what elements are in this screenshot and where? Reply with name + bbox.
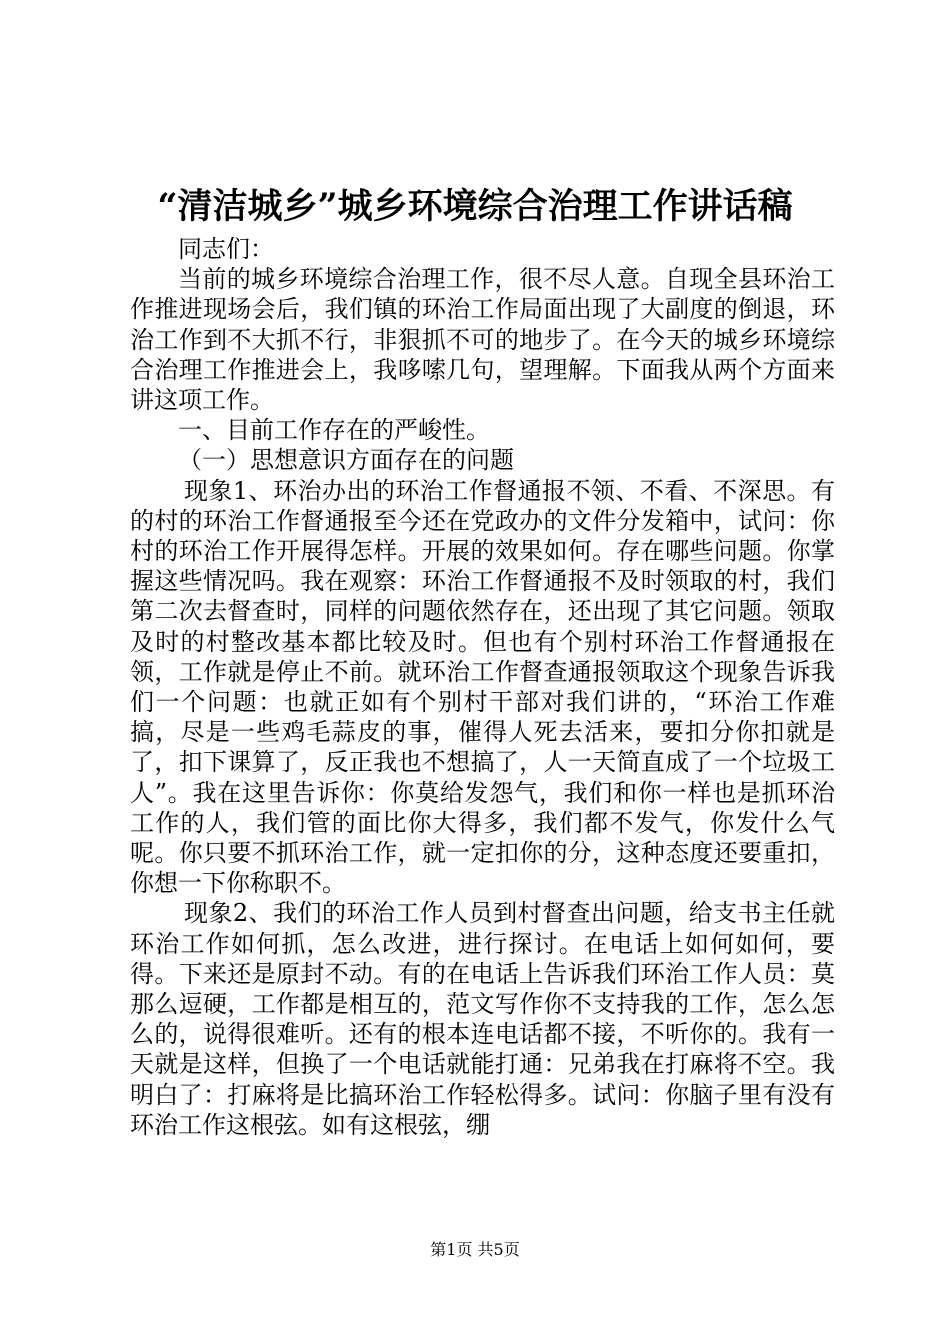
section-heading: 一、目前工作存在的严峻性。 xyxy=(178,416,490,445)
paragraph-phenomenon-2: 现象2、我们的环治工作人员到村督查出问题，给支书主任就环治工作如何抓，怎么改进，进行探讨。在电话上如何如何，要得。下来还是原封不动。有的在电话上告诉我们环治工作人员：莫那么逗硬，工作都是相互的，范文写作你不支持我的工作，怎么怎么的，说得很难听。还有的根本连电话都不接，不听你的。我有一天就是这样，但换了一个电话就能打通：兄弟我在打麻将不空。我明白了：打麻将是比搞环治工作轻松得多。试问：你脑子里有没有环治工作这根弦。如有这根弦，绷 xyxy=(130,899,835,1139)
paragraph-intro: 当前的城乡环境综合治理工作，很不尽人意。自现全县环治工作推进现场会后，我们镇的环治工作局面出现了大副度的倒退，环治工作到不大抓不行，非狠抓不可的地步了。在今天的城乡环境综合治理工作推进会上，我哆嗦几句，望理解。下面我从两个方面来讲这项工作。 xyxy=(130,265,835,415)
salutation: 同志们： xyxy=(178,235,274,263)
document-body xyxy=(130,234,835,1140)
page-footer: 第1页 共5页 xyxy=(430,1240,520,1259)
paragraph-phenomenon-1: 现象1、环治办出的环治工作督通报不领、不看、不深思。有的村的环治工作督通报至今还在党政办的文件分发箱中，试问：你村的环治工作开展得怎样。开展的效果如何。存在哪些问题。你掌握这些情况吗。我在观察：环治工作督通报不及时领取的村，我们第二次去督查时，同样的问题依然存在，还出现了其它问题。领取及时的村整改基本都比较及时。但也有个别村环治工作督通报在领，工作就是停止不前。就环治工作督查通报领取这个现象告诉我们一个问题：也就正如有个别村干部对我们讲的，“环治工作难搞，尽是一些鸡毛蒜皮的事，催得人死去活来，要扣分你扣就是了，扣下课算了，反正我也不想搞了，人一天简直成了一个垃圾工人”。我在这里告诉你：你莫给发怨气，我们和你一样也是抓环治工作的人，我们管的面比你大得多，我们都不发气，你发什么气呢。你只要不抓环治工作，就一定扣你的分，这种态度还要重扣，你想一下你称职不。 xyxy=(130,476,835,898)
subsection-heading: （一）思想意识方面存在的问题 xyxy=(178,446,514,475)
document-title: “清洁城乡”城乡环境综合治理工作讲话稿 xyxy=(157,186,793,227)
